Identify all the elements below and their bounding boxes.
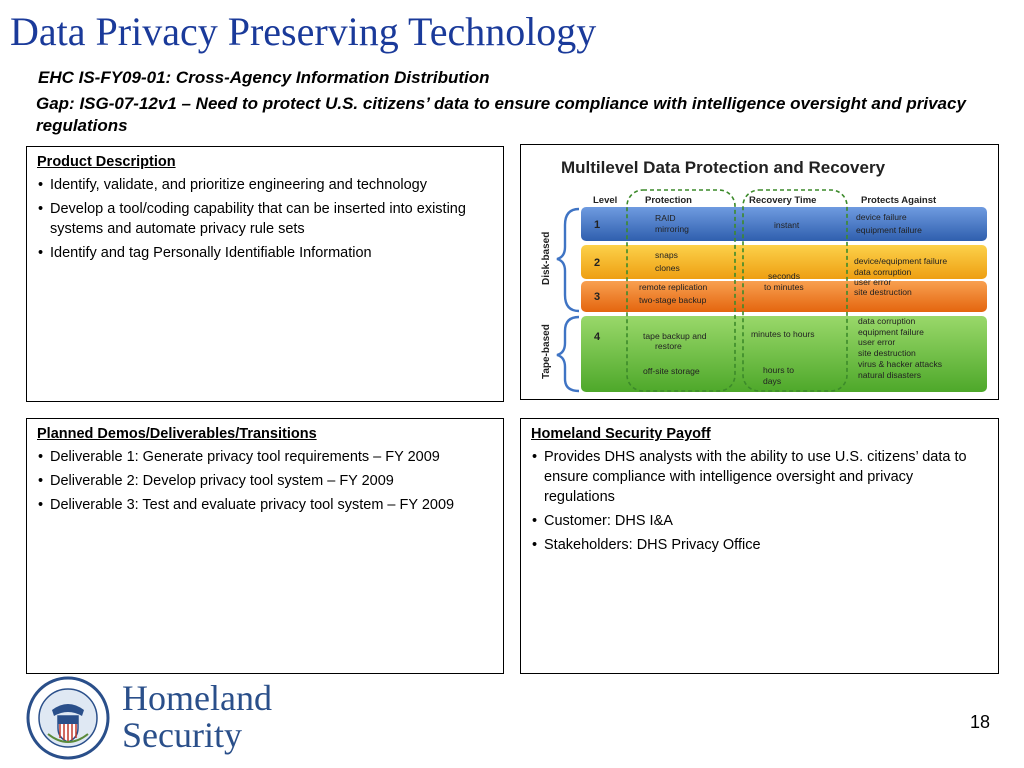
list-item: • Customer: DHS I&A [531, 511, 988, 531]
l23-recovery-2: to minutes [764, 282, 804, 292]
planned-demos-box [26, 418, 504, 674]
level-4-number: 4 [594, 331, 601, 343]
l2-protection-1: snaps [655, 250, 678, 260]
homeland-security-payoff-box [520, 418, 999, 674]
tape-based-label: Tape-based [541, 324, 552, 379]
product-description-heading: Product Description [37, 154, 176, 170]
list-item: • Deliverable 1: Generate privacy tool requirements – FY 2009 [37, 447, 493, 467]
level-1-number: 1 [594, 219, 601, 231]
wordmark-line-2: Security [122, 715, 242, 755]
level-4-band [581, 316, 987, 392]
l1-recovery: instant [774, 220, 800, 230]
wordmark-line-1: Homeland [122, 678, 272, 718]
l2-protects-3: user error [854, 277, 892, 287]
list-item: • Stakeholders: DHS Privacy Office [531, 535, 988, 555]
l1-protects-1: device failure [856, 212, 907, 222]
l4-protection-1: tape backup and [643, 331, 707, 341]
l3-protects-1: site destruction [854, 287, 912, 297]
planned-demos-list [37, 447, 493, 515]
list-item: • Identify and tag Personally Identifiable Information [37, 243, 493, 263]
l23-recovery-1: seconds [768, 271, 801, 281]
l4-recovery-1: minutes to hours [751, 329, 815, 339]
l1-protects-2: equipment failure [856, 225, 922, 235]
level-2-number: 2 [594, 257, 601, 269]
header-level: Level [593, 195, 618, 206]
gap-subtitle: Gap: ISG-07-12v1 – Need to protect U.S. citizens’ data to ensure compliance with intelligence oversight and privacy regulations [36, 94, 966, 135]
l1-protection-2: mirroring [655, 224, 689, 234]
payoff-list [531, 447, 988, 555]
product-description-box [26, 146, 504, 402]
l4-recovery-2: hours to [763, 365, 795, 375]
protection-diagram [521, 145, 998, 399]
protection-diagram-box [520, 144, 999, 400]
list-item: • Identify, validate, and prioritize engineering and technology [37, 175, 493, 195]
l4-recovery-3: days [763, 376, 782, 386]
homeland-security-wordmark [122, 680, 272, 754]
l4-protects-6: natural disasters [858, 370, 922, 380]
header-recovery: Recovery Time [749, 195, 817, 206]
l2-protects-1: device/equipment failure [854, 256, 948, 266]
list-item: • Deliverable 2: Develop privacy tool system – FY 2009 [37, 471, 493, 491]
list-item: • Deliverable 3: Test and evaluate privacy tool system – FY 2009 [37, 495, 493, 515]
list-item: • Develop a tool/coding capability that can be inserted into existing systems and automate privacy rule sets [37, 199, 493, 239]
header-protects: Protects Against [861, 195, 937, 206]
disk-based-label: Disk-based [541, 231, 552, 285]
program-subtitle: EHC IS-FY09-01: Cross-Agency Information Distribution [38, 68, 490, 87]
dhs-seal-icon [26, 676, 110, 765]
l2-protects-2: data corruption [854, 267, 912, 277]
l4-protects-2: equipment failure [858, 327, 924, 337]
l3-protection-1: remote replication [639, 282, 708, 292]
l4-protection-3: off-site storage [643, 366, 700, 376]
l4-protects-5: virus & hacker attacks [858, 359, 943, 369]
l4-protects-1: data corruption [858, 316, 916, 326]
l4-protection-2: restore [655, 341, 682, 351]
payoff-heading: Homeland Security Payoff [531, 426, 711, 442]
planned-demos-heading: Planned Demos/Deliverables/Transitions [37, 426, 317, 442]
l3-protection-2: two-stage backup [639, 295, 707, 305]
l1-protection-1: RAID [655, 213, 676, 223]
list-item: • Provides DHS analysts with the ability to use U.S. citizens’ data to ensure compliance with intelligence oversight and privacy regulations [531, 447, 988, 507]
l4-protects-3: user error [858, 337, 896, 347]
l2-protection-2: clones [655, 263, 680, 273]
diagram-title: Multilevel Data Protection and Recovery [561, 158, 886, 177]
product-description-list [37, 175, 493, 263]
l4-protects-4: site destruction [858, 348, 916, 358]
page-number: 18 [970, 712, 991, 732]
header-protection: Protection [645, 195, 692, 206]
level-3-number: 3 [594, 291, 601, 303]
page-title: Data Privacy Preserving Technology [10, 9, 597, 54]
